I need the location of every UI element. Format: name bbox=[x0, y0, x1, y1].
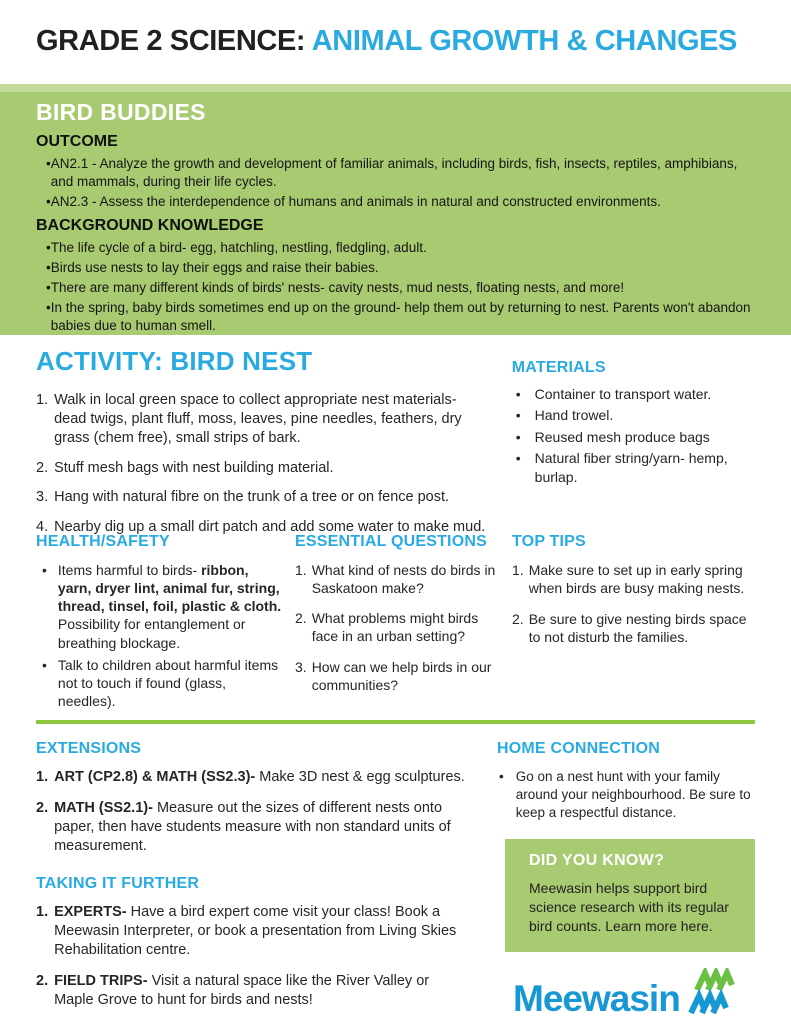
list-item bbox=[295, 609, 501, 645]
list-item bbox=[36, 799, 469, 856]
bullet-marker: • bbox=[46, 260, 51, 276]
bullet-marker: • bbox=[515, 428, 521, 445]
number-marker: 2. bbox=[36, 799, 49, 816]
number-marker: 3. bbox=[295, 658, 307, 675]
bottom-section bbox=[36, 740, 755, 1022]
materials-bullet-1: Container to transport water. bbox=[534, 386, 712, 402]
bullet-marker: • bbox=[46, 156, 51, 171]
essential-question-1: What kind of nests do birds in Saskatoon make? bbox=[311, 561, 496, 596]
number-marker: 1. bbox=[36, 904, 49, 921]
page-title-topic: ANIMAL GROWTH & CHANGES bbox=[311, 25, 737, 57]
materials-column bbox=[512, 340, 755, 548]
page-title bbox=[36, 26, 761, 58]
list-item bbox=[36, 155, 755, 191]
list-item bbox=[36, 656, 284, 711]
list-item bbox=[36, 561, 284, 652]
materials-bullet-3: Reused mesh produce bags bbox=[534, 428, 710, 445]
health-safety-bullet-1 bbox=[58, 561, 284, 652]
number-marker: 2. bbox=[36, 459, 49, 476]
list-item bbox=[512, 385, 755, 404]
bullet-marker: • bbox=[499, 769, 504, 784]
list-item bbox=[512, 561, 755, 597]
essential-questions-heading: ESSENTIAL QUESTIONS bbox=[295, 533, 487, 550]
activity-column bbox=[36, 340, 488, 548]
activity-step-4: Nearby dig up a small dirt patch and add some water to make mud. bbox=[54, 519, 486, 536]
list-item bbox=[512, 428, 755, 447]
outcome-heading: OUTCOME bbox=[36, 133, 118, 150]
section-divider bbox=[36, 720, 755, 724]
essential-question-2: What problems might birds face in an urban setting? bbox=[311, 610, 479, 645]
activity-step-3: Hang with natural fibre on the trunk of a tree or on fence post. bbox=[54, 489, 450, 506]
did-you-know-heading: DID YOU KNOW? bbox=[529, 851, 665, 869]
number-marker: 1. bbox=[36, 769, 49, 785]
outcome-bullet-1: AN2.1 - Analyze the growth and development of familiar animals, including birds, fish, insects, reptiles, amphibians, and mammals, during their life cycles. bbox=[50, 156, 738, 189]
home-connection-heading: HOME CONNECTION bbox=[497, 740, 660, 757]
extensions-item-2 bbox=[54, 799, 469, 856]
bullet-marker: • bbox=[515, 386, 521, 402]
bullet-marker: • bbox=[46, 240, 51, 256]
extensions-item-1-text: Make 3D nest & egg sculptures. bbox=[255, 769, 465, 785]
list-item bbox=[497, 768, 755, 823]
taking-further-item-2-text: Visit a natural space like the River Valley or Maple Grove to hunt for birds and nests! bbox=[54, 972, 430, 1008]
health-safety-heading: HEALTH/SAFETY bbox=[36, 533, 170, 550]
taking-further-item-1 bbox=[54, 903, 469, 960]
list-item bbox=[512, 406, 755, 425]
list-item bbox=[36, 391, 488, 448]
top-tip-2: Be sure to give nesting birds space to not disturb the families. bbox=[528, 611, 747, 646]
bullet-marker: • bbox=[515, 449, 521, 466]
number-marker: 1. bbox=[512, 561, 524, 578]
activity-step-1: Walk in local green space to collect appropriate nest materials- dead twigs, plant fluff, moss, leaves, pine needles, feathers, dry grass (chem free), small strips of bark. bbox=[54, 392, 462, 446]
background-bullet-2: Birds use nests to lay their eggs and raise their babies. bbox=[50, 260, 379, 276]
header bbox=[36, 26, 761, 58]
activity-heading: ACTIVITY: BIRD NEST bbox=[36, 346, 313, 376]
hs-post: Possibility for entanglement or breathing blockage. bbox=[57, 616, 246, 651]
background-knowledge-heading: BACKGROUND KNOWLEDGE bbox=[36, 217, 264, 235]
number-marker: 3. bbox=[36, 489, 49, 506]
extensions-item-2-lead: MATH (SS2.1)- bbox=[54, 799, 153, 816]
background-bullet-1: The life cycle of a bird- egg, hatchling, nestling, fledgling, adult. bbox=[50, 240, 427, 256]
extensions-column bbox=[36, 740, 469, 1022]
did-you-know-box bbox=[505, 839, 755, 952]
meewasin-logo bbox=[497, 968, 755, 1017]
taking-further-item-1-text: Have a bird expert come visit your class! Book a Meewasin Interpreter, or book a presentation from Living Skies Rehabilitation centre. bbox=[54, 904, 457, 959]
list-item bbox=[36, 903, 469, 960]
list-item bbox=[36, 459, 488, 478]
background-bullet-4: In the spring, baby birds sometimes end up on the ground- help them out by returning to nest. Parents won't abandon babies due to human smell. bbox=[50, 299, 751, 333]
page-title-prefix: GRADE 2 SCIENCE: bbox=[36, 25, 312, 57]
bullet-marker: • bbox=[42, 656, 47, 673]
bird-buddies-band bbox=[0, 84, 791, 335]
learn-more-link[interactable]: Learn more here. bbox=[605, 918, 713, 935]
list-item bbox=[36, 193, 755, 211]
list-item bbox=[36, 488, 488, 507]
list-item bbox=[36, 972, 469, 1010]
taking-further-item-2-lead: FIELD TRIPS- bbox=[54, 972, 148, 989]
materials-heading: MATERIALS bbox=[511, 359, 606, 376]
taking-further-item-2 bbox=[54, 972, 469, 1010]
extensions-item-1 bbox=[54, 768, 469, 787]
number-marker: 1. bbox=[295, 561, 307, 578]
bullet-marker: • bbox=[46, 280, 51, 296]
materials-bullet-4: Natural fiber string/yarn- hemp, burlap. bbox=[534, 449, 728, 486]
taking-it-further-heading: TAKING IT FURTHER bbox=[36, 875, 200, 893]
list-item bbox=[512, 449, 755, 488]
taking-further-item-1-lead: EXPERTS- bbox=[54, 904, 127, 921]
top-tip-1: Make sure to set up in early spring when birds are busy making nests. bbox=[528, 561, 745, 596]
activity-section bbox=[36, 340, 755, 548]
extensions-heading: EXTENSIONS bbox=[36, 740, 142, 757]
section-title-bird-buddies: BIRD BUDDIES bbox=[36, 99, 206, 125]
health-safety-column bbox=[36, 532, 284, 714]
number-marker: 1. bbox=[36, 392, 49, 408]
hs-bold-list: ribbon, yarn, dryer lint, animal fur, string, thread, tinsel, foil, plastic & cloth. bbox=[57, 561, 282, 615]
list-item bbox=[36, 299, 755, 335]
background-bullet-3: There are many different kinds of birds' nests- cavity nests, mud nests, floating nests, and more! bbox=[50, 280, 625, 296]
number-marker: 4. bbox=[36, 519, 49, 536]
number-marker: 2. bbox=[36, 972, 49, 989]
bullet-marker: • bbox=[515, 407, 521, 424]
number-marker: 2. bbox=[295, 610, 307, 627]
number-marker: 2. bbox=[512, 611, 524, 628]
bullet-marker: • bbox=[46, 193, 51, 209]
activity-step-2: Stuff mesh bags with nest building material. bbox=[54, 459, 334, 476]
health-safety-bullet-2: Talk to children about harmful items not to touch if found (glass, needles). bbox=[57, 656, 279, 710]
meewasin-zigzag-icon bbox=[684, 968, 740, 1016]
list-item bbox=[36, 259, 755, 277]
list-item bbox=[36, 768, 469, 787]
top-tips-heading: TOP TIPS bbox=[512, 533, 586, 550]
list-item bbox=[36, 279, 755, 297]
meewasin-logo-text: Meewasin bbox=[513, 977, 680, 1019]
extensions-item-2-text: Measure out the sizes of different nests onto paper, then have students measure with non standard units of measurement. bbox=[54, 799, 451, 854]
outcome-bullet-2: AN2.3 - Assess the interdependence of humans and animals in natural and constructed environments. bbox=[50, 193, 661, 209]
materials-bullet-2: Hand trowel. bbox=[534, 407, 614, 424]
essential-question-3: How can we help birds in our communities? bbox=[311, 658, 492, 693]
bullet-marker: • bbox=[42, 561, 47, 578]
list-item bbox=[295, 658, 501, 694]
did-you-know-text bbox=[529, 879, 743, 937]
bullet-marker: • bbox=[46, 299, 51, 315]
hs-pre: Items harmful to birds- bbox=[57, 561, 202, 578]
list-item bbox=[295, 561, 501, 597]
home-connection-bullet: Go on a nest hunt with your family around your neighbourhood. Be sure to keep a respectful distance. bbox=[515, 769, 751, 821]
essential-questions-column bbox=[295, 532, 501, 714]
list-item bbox=[36, 239, 755, 257]
did-you-know-body: Meewasin helps support bird science research with its regular bird counts. bbox=[529, 879, 729, 935]
extensions-item-1-lead: ART (CP2.8) & MATH (SS2.3)- bbox=[54, 769, 256, 785]
top-tips-column bbox=[512, 532, 755, 714]
tips-section bbox=[36, 532, 755, 714]
list-item bbox=[512, 610, 755, 646]
home-connection-column bbox=[497, 740, 755, 1022]
